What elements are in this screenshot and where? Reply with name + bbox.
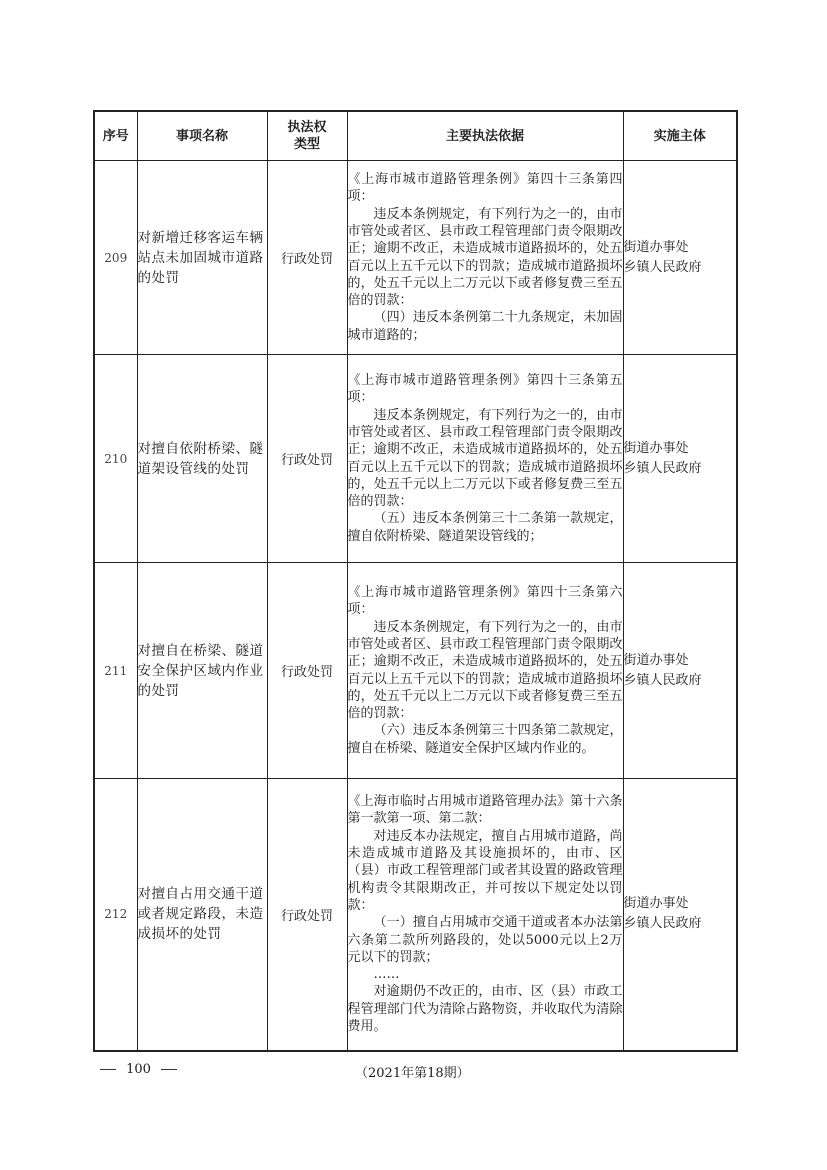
row-seq: 212 [94,779,137,1051]
table-header-row [94,111,737,161]
basis-citation: 《上海市城市道路管理条例》第四十三条第六项： [347,585,623,618]
row-seq: 210 [94,355,137,563]
basis-paragraph: （五）违反本条例第三十二条第一款规定，擅自依附桥梁、隧道架设管线的； [347,511,623,544]
table-row [94,779,737,1051]
header-type-line2: 类型 [293,137,320,152]
issue-label: （2021年第18期） [355,1066,470,1081]
header-basis: 主要执法依据 [347,111,623,161]
page-number [100,1062,177,1077]
body-line: 街道办事处 [623,239,689,255]
row-basis [347,779,623,1051]
row-implementing-body [623,355,737,563]
basis-citation: 《上海市临时占用城市道路管理办法》第十六条第一款第一项、第二款： [347,794,623,827]
basis-paragraph: 对违反本办法规定，擅自占用城市道路，尚未造成城市道路及其设施损坏的，由市、区（县）市政工程管理部门或者其设置的路政管理机构责令其限期改正，并可按以下规定处以罚款： [347,828,623,913]
body-line: 乡镇人民政府 [623,460,702,476]
basis-ellipsis: …… [373,967,400,983]
header-type [267,111,347,161]
header-seq: 序号 [94,111,137,161]
row-basis [347,161,623,355]
basis-paragraph: （一）擅自占用城市交通干道或者本办法第六条第二款所列路段的，处以5000元以上2万元以下的罚款； [347,915,623,965]
row-implementing-body [623,161,737,355]
body-line: 乡镇人民政府 [623,259,702,275]
basis-citation: 《上海市城市道路管理条例》第四十三条第五项： [347,373,623,406]
body-line: 乡镇人民政府 [623,916,702,932]
basis-citation: 《上海市城市道路管理条例》第四十三条第四项： [347,172,623,205]
row-seq: 211 [94,563,137,779]
row-type: 行政处罚 [267,355,347,563]
row-type: 行政处罚 [267,563,347,779]
body-line: 乡镇人民政府 [623,672,702,688]
enforcement-table [93,110,738,1052]
basis-paragraph: 违反本条例规定，有下列行为之一的，由市市管处或者区、县市政工程管理部门责令限期改正；逾期不改正，未造成城市道路损坏的，处五百元以上五千元以下的罚款；造成城市道路损坏的，处五千元以上二万元以下或者修复费三至五倍的罚款： [347,407,623,510]
dash-divider [100,1069,116,1070]
page-number-text: 100 [126,1062,151,1077]
row-basis [347,563,623,779]
row-basis [347,355,623,563]
body-line: 街道办事处 [623,652,689,668]
basis-paragraph: （六）违反本条例第三十四条第二款规定，擅自在桥梁、隧道安全保护区域内作业的。 [347,723,623,756]
header-name: 事项名称 [137,111,267,161]
basis-paragraph: 违反本条例规定，有下列行为之一的，由市市管处或者区、县市政工程管理部门责令限期改正；逾期不改正，未造成城市道路损坏的，处五百元以上五千元以下的罚款；造成城市道路损坏的，处五千元以上二万元以下或者修复费三至五倍的罚款： [347,619,623,722]
dash-divider [161,1069,177,1070]
row-item-name: 对新增迁移客运车辆站点未加固城市道路的处罚 [137,161,267,355]
row-item-name: 对擅自依附桥梁、隧道架设管线的处罚 [137,355,267,563]
table-row [94,563,737,779]
row-type: 行政处罚 [267,779,347,1051]
row-implementing-body [623,563,737,779]
table-row [94,161,737,355]
header-type-line1: 执法权 [287,120,327,135]
row-implementing-body [623,779,737,1051]
basis-paragraph: （四）违反本条例第二十九条规定，未加固城市道路的； [347,310,623,343]
row-item-name: 对擅自在桥梁、隧道安全保护区域内作业的处罚 [137,563,267,779]
body-line: 街道办事处 [623,896,689,912]
header-body: 实施主体 [623,111,737,161]
basis-paragraph: 违反本条例规定，有下列行为之一的，由市市管处或者区、县市政工程管理部门责令限期改正；逾期不改正，未造成城市道路损坏的，处五百元以上五千元以下的罚款；造成城市道路损坏的，处五千元以上二万元以下或者修复费三至五倍的罚款： [347,206,623,309]
row-seq: 209 [94,161,137,355]
basis-paragraph: 对逾期仍不改正的，由市、区（县）市政工程管理部门代为清除占路物资，并收取代为清除费用。 [347,984,623,1035]
row-item-name: 对擅自占用交通干道或者规定路段，未造成损坏的处罚 [137,779,267,1051]
body-line: 街道办事处 [623,440,689,456]
table-row [94,355,737,563]
row-type: 行政处罚 [267,161,347,355]
